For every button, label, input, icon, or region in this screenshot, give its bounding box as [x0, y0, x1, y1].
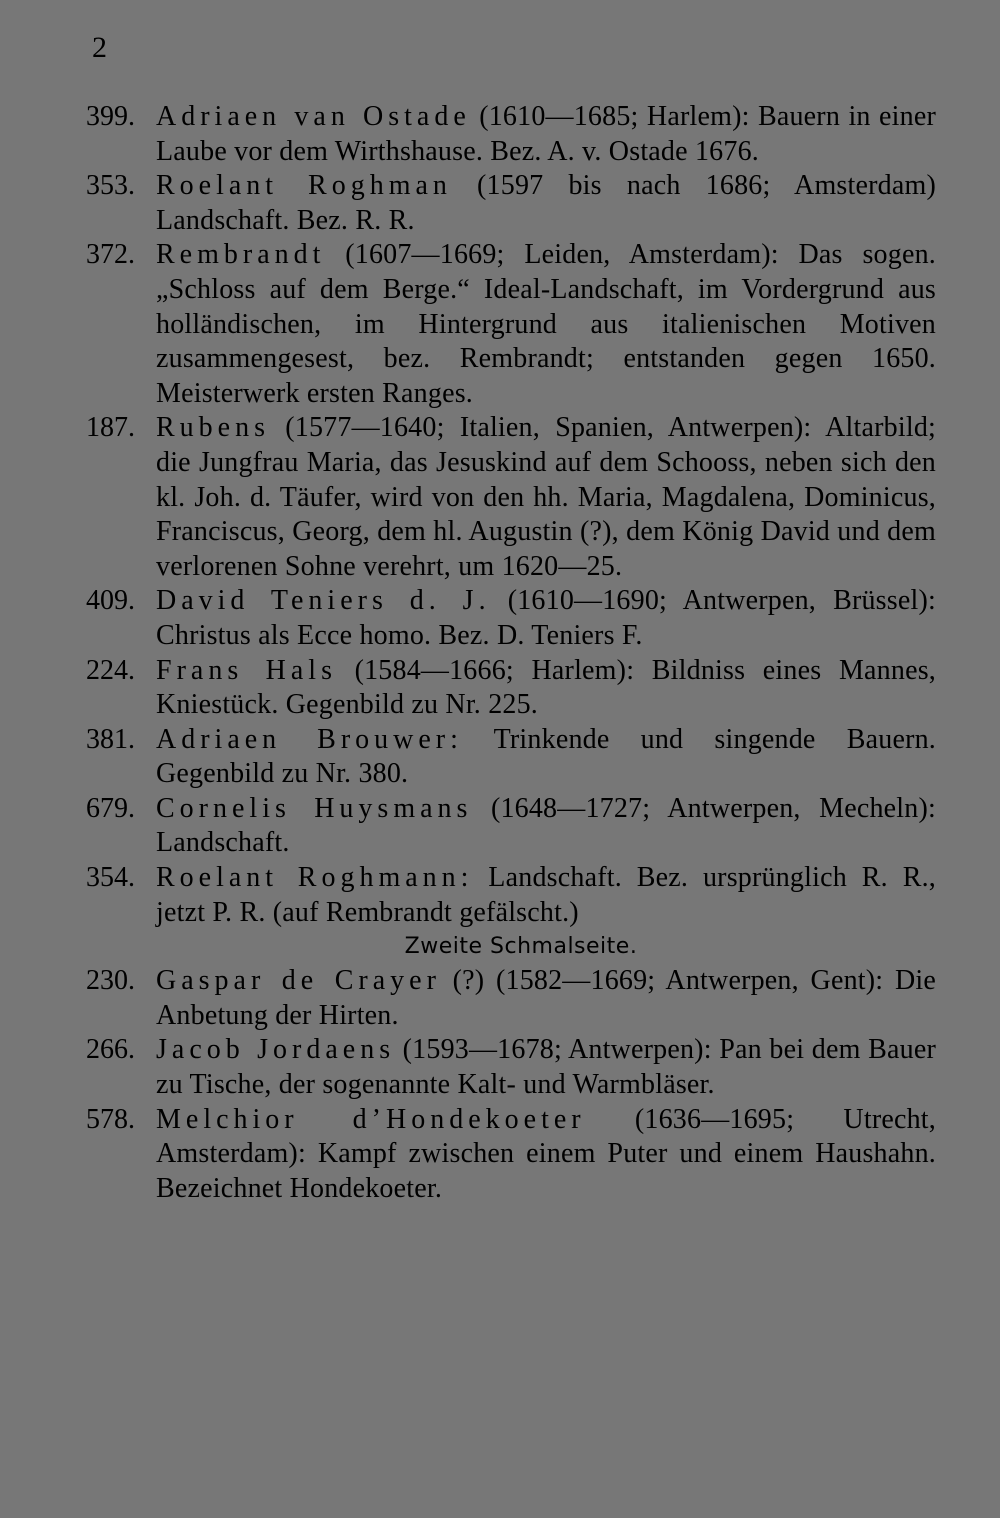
- entry-number: 381.: [86, 723, 135, 755]
- entry-description: [156, 654, 936, 723]
- entry-number: 187.: [86, 412, 135, 444]
- entry-number: 578.: [86, 1103, 135, 1135]
- entry-details: (?) (1582—1669; Antwerpen, Gent): Die Anbetung der Hirten.: [156, 965, 936, 1031]
- entry-description: [156, 1103, 936, 1207]
- entry-number: 224.: [86, 654, 135, 686]
- entry-details: (1636—1695; Utrecht, Amsterdam): Kampf zwischen einem Puter und einem Haushahn. Bezeichnet Hondekoeter.: [156, 1103, 936, 1204]
- entry-details: (1610—1690; Antwerpen, Brüssel): Christus als Ecce homo. Bez. D. Teniers F.: [156, 585, 936, 651]
- section-heading: Zweite Schmalseite.: [404, 934, 638, 960]
- entry-description: [156, 964, 936, 1033]
- entry-description: [156, 723, 936, 792]
- entry-details: (1607—1669; Leiden, Amsterdam): Das sogen. „Schloss auf dem Berge.“ Ideal-Landschaft, im Vordergrund aus holländischen, im Hintergrund aus italienischen Motiven zusammengesest, bez. Rembrandt; entstanden gegen 1650. Meisterwerk ersten Ranges.: [156, 239, 936, 409]
- entry-description: [156, 584, 936, 653]
- artist-name: Rembrandt: [156, 239, 326, 271]
- entry-details: (1648—1727; Antwerpen, Mecheln): Landschaft.: [156, 792, 936, 859]
- artist-name: Rubens: [156, 412, 270, 444]
- entry-number: 353.: [86, 170, 135, 202]
- catalog-entry: [86, 964, 936, 1033]
- catalog-entry: [86, 723, 936, 792]
- entry-description: [156, 1033, 936, 1102]
- catalog-entry: [86, 654, 936, 723]
- artist-name: Frans Hals: [156, 654, 337, 686]
- artist-name: David Teniers d. J.: [156, 585, 491, 617]
- artist-name: Roelant Roghman: [156, 170, 452, 202]
- catalog-entry: [86, 100, 936, 169]
- artist-name: Gaspar de Crayer: [156, 965, 441, 997]
- entry-description: [156, 411, 936, 584]
- catalog-entry: [86, 584, 936, 653]
- artist-name: Melchior d’Hondekoeter: [156, 1103, 586, 1135]
- entry-details: (1610—1685; Harlem): Bauern in einer Laube vor dem Wirthshause. Bez. A. v. Ostade 1676.: [156, 101, 936, 167]
- entry-details: (1593—1678; Antwerpen): Pan bei dem Bauer zu Tische, der sogenannte Kalt- und Warmbläser.: [156, 1034, 936, 1101]
- entry-details: Trinkende und singende Bauern. Gegenbild zu Nr. 380.: [156, 723, 936, 790]
- artist-name: Cornelis Huysmans: [156, 792, 473, 824]
- catalog-entry: [86, 861, 936, 930]
- entry-description: [156, 169, 936, 238]
- page-number: 2: [92, 31, 107, 64]
- artist-name: Adriaen Brouwer:: [156, 723, 463, 755]
- entry-details: (1577—1640; Italien, Spanien, Antwerpen): Altarbild; die Jungfrau Maria, das Jesuskind auf dem Schooss, neben sich den kl. Joh. d. Täufer, wird von den hh. Maria, Magdalena, Dominicus, Franciscus, Georg, dem hl. Augustin (?), dem König David und dem verlorenen Sohne verehrt, um 1620—25.: [156, 412, 936, 582]
- artist-name: Jacob Jordaens: [156, 1034, 396, 1066]
- catalog-entry: [86, 1033, 936, 1102]
- entry-number: 266.: [86, 1034, 135, 1066]
- entry-number: 409.: [86, 585, 135, 617]
- artist-name: Roelant Roghmann:: [156, 862, 474, 894]
- entry-number: 399.: [86, 101, 135, 132]
- entry-number: 230.: [86, 965, 135, 997]
- catalog-entry: [86, 169, 936, 238]
- catalog-list: [86, 100, 936, 1206]
- entry-description: [156, 861, 936, 930]
- catalog-entry: [86, 238, 936, 411]
- entry-number: 372.: [86, 239, 135, 271]
- entry-number: 354.: [86, 862, 135, 894]
- entry-description: [156, 238, 936, 411]
- catalog-entry: [86, 792, 936, 861]
- entry-details: (1584—1666; Harlem): Bildniss eines Mannes, Kniestück. Gegenbild zu Nr. 225.: [156, 654, 937, 721]
- entry-details: (1597 bis nach 1686; Amsterdam) Landschaft. Bez. R. R.: [156, 170, 936, 236]
- entry-description: [156, 100, 936, 169]
- entry-details: Landschaft. Bez. ursprünglich R. R., jetzt P. R. (auf Rembrandt gefälscht.): [156, 862, 936, 928]
- entry-description: [156, 792, 936, 861]
- catalog-entry: [86, 1103, 936, 1207]
- entry-number: 679.: [86, 792, 135, 824]
- catalog-entry: [86, 411, 936, 584]
- artist-name: Adriaen van Ostade: [156, 101, 471, 132]
